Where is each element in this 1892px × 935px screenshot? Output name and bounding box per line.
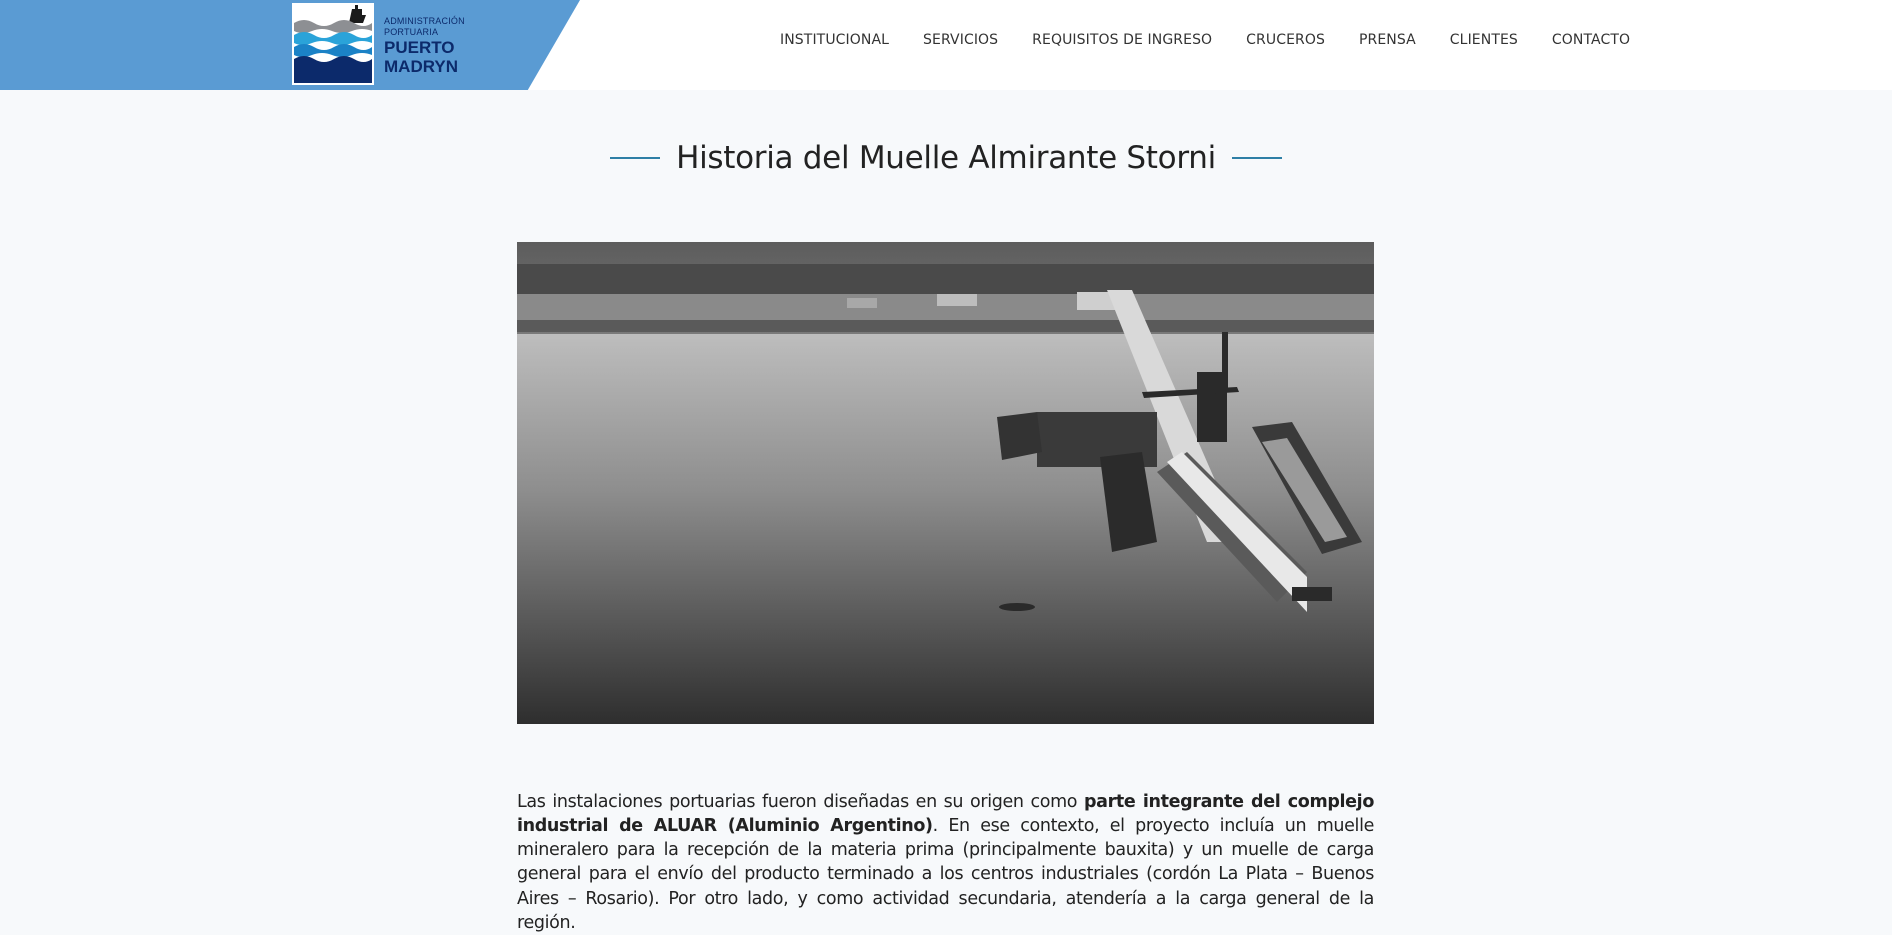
nav-item-servicios[interactable]: SERVICIOS — [923, 32, 998, 48]
paragraph-text-end: . En ese contexto, el proyecto incluía un muelle mineralero para la recepción de la materia prima (principalmente bauxita) y un muelle de carga general para el envío del producto terminado a los centros industriales (cordón La Plata – Buenos Aires – Rosario). Por otro lado, y como actividad secundaria, atendería a la carga general de la región. — [517, 816, 1374, 933]
page-title: Historia del Muelle Almirante Storni — [676, 140, 1216, 176]
history-paragraph — [517, 790, 1374, 935]
nav-item-requisitos-de-ingreso[interactable]: REQUISITOS DE INGRESO — [1032, 32, 1212, 48]
historic-pier-photo — [517, 242, 1374, 724]
logo-text[interactable] — [384, 16, 465, 76]
nav-item-contacto[interactable]: CONTACTO — [1552, 32, 1630, 48]
nav-item-clientes[interactable]: CLIENTES — [1450, 32, 1518, 48]
title-row — [0, 140, 1892, 176]
title-divider-left — [610, 157, 660, 159]
nav-item-prensa[interactable]: PRENSA — [1359, 32, 1416, 48]
site-header — [0, 0, 1892, 90]
logo-line-puerto: PUERTO — [384, 38, 465, 57]
title-divider-right — [1232, 157, 1282, 159]
logo-line-madryn: MADRYN — [384, 57, 465, 76]
paragraph-text-bold: parte integrante del complejo industrial de ALUAR (Aluminio Argentino) — [517, 792, 1374, 836]
logo-band — [0, 0, 580, 90]
logo-line-administracion: ADMINISTRACIÓN — [384, 16, 465, 27]
nav-item-cruceros[interactable]: CRUCEROS — [1246, 32, 1325, 48]
paragraph-text-start: Las instalaciones portuarias fueron diseñadas en su origen como — [517, 792, 1084, 812]
logo-line-portuaria: PORTUARIA — [384, 27, 465, 38]
main-nav — [780, 32, 1630, 48]
port-logo-icon[interactable] — [292, 3, 374, 85]
nav-item-institucional[interactable]: INSTITUCIONAL — [780, 32, 889, 48]
